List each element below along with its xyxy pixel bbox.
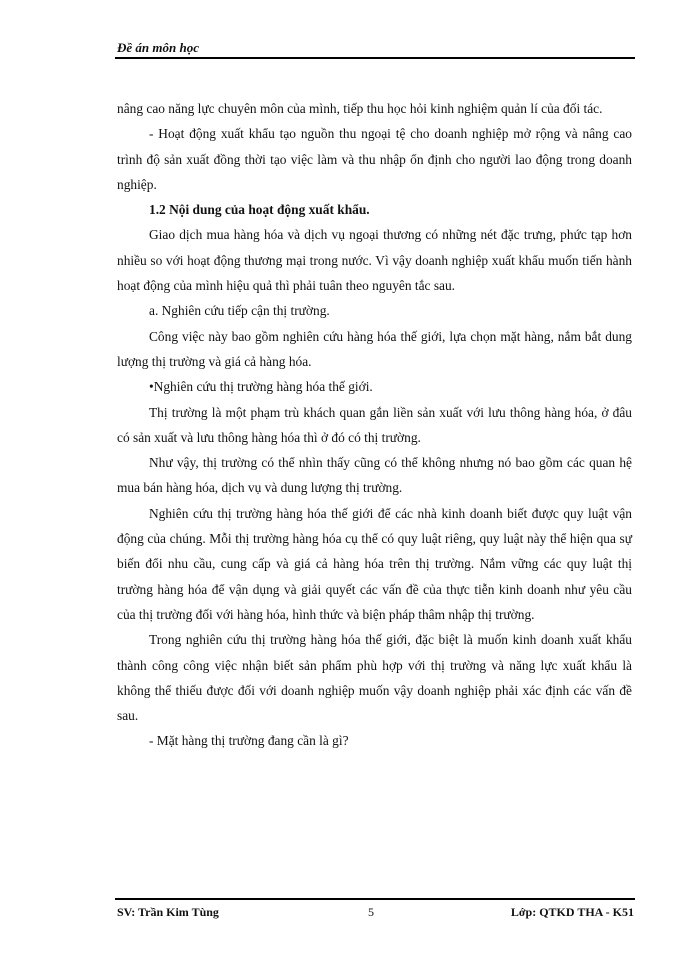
header-rule bbox=[115, 57, 635, 59]
footer-class: Lớp: QTKD THA - K51 bbox=[510, 905, 634, 919]
document-body bbox=[117, 96, 632, 754]
paragraph: Nghiên cứu thị trường hàng hóa thế giới để các nhà kinh doanh biết được quy luật vận động của chúng. Mỗi thị trường hàng hóa cụ thể có quy luật riêng, quy luật này thể hiện qua sự biến đổi nhu cầu, cung cấp và giá cả hàng hóa trên thị trường. Nắm vững các quy luật thị trường hàng hóa để vận dụng và giải quyết các vấn đề của thực tiễn kinh doanh như yêu cầu của thị trường đối với hàng hóa, hình thức và biện pháp thâm nhập thị trường. bbox=[117, 505, 632, 622]
section-heading: 1.2 Nội dung của hoạt động xuất khẩu. bbox=[149, 202, 370, 218]
paragraph: Như vậy, thị trường có thể nhìn thấy cũng có thể không nhưng nó bao gồm các quan hệ mua bán hàng hóa, dịch vụ và dung lượng thị trường. bbox=[117, 455, 632, 496]
footer-page-number: 5 bbox=[368, 905, 374, 919]
bullet-item: •Nghiên cứu thị trường hàng hóa thế giới. bbox=[149, 379, 373, 395]
paragraph: nâng cao năng lực chuyên môn của mình, tiếp thu học hỏi kinh nghiệm quản lí của đối tác. bbox=[117, 101, 603, 116]
paragraph: Thị trường là một phạm trù khách quan gắn liền sản xuất với lưu thông hàng hóa, ở đâu có sản xuất và lưu thông hàng hóa thì ở đó có thị trường. bbox=[117, 404, 632, 445]
subsection-heading: a. Nghiên cứu tiếp cận thị trường. bbox=[149, 303, 330, 319]
page-header-title: Đề án môn học bbox=[117, 40, 199, 55]
footer-rule bbox=[115, 898, 635, 900]
paragraph: - Hoạt động xuất khẩu tạo nguồn thu ngoại tệ cho doanh nghiệp mở rộng và nâng cao trình độ sản xuất đồng thời tạo việc làm và thu nhập ổn định cho người lao động trong doanh nghiệp. bbox=[117, 126, 632, 192]
footer-student: SV: Trần Kim Tùng bbox=[117, 905, 219, 919]
paragraph: - Mặt hàng thị trường đang cần là gì? bbox=[149, 733, 349, 749]
paragraph: Giao dịch mua hàng hóa và dịch vụ ngoại thương có những nét đặc trưng, phức tạp hơn nhiều so với hoạt động thương mại trong nước. Vì vậy doanh nghiệp xuất khẩu muốn tiến hành hoạt động của mình hiệu quả thì phải tuân theo nguyên tắc sau. bbox=[117, 227, 632, 294]
paragraph: Trong nghiên cứu thị trường hàng hóa thế giới, đặc biệt là muốn kinh doanh xuất khẩu thành công công việc nhận biết sản phẩm phù hợp với thị trường và năng lực xuất khẩu là không thể thiếu được đối với doanh nghiệp muốn vậy doanh nghiệp phải xác định các vấn đề sau. bbox=[117, 632, 632, 724]
paragraph: Công việc này bao gồm nghiên cứu hàng hóa thế giới, lựa chọn mặt hàng, nắm bắt dung lượng thị trường và giá cả hàng hóa. bbox=[117, 328, 632, 369]
